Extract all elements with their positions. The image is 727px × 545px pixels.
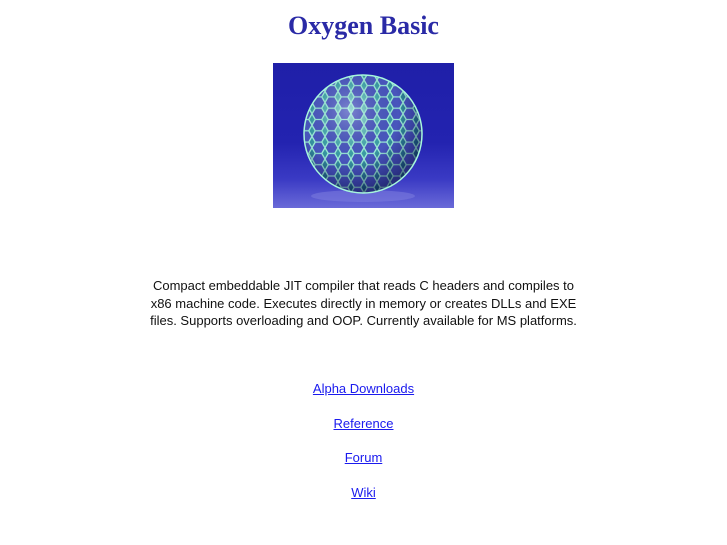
forum-link[interactable]: Forum bbox=[344, 450, 383, 465]
nav-links bbox=[0, 380, 727, 502]
description-text: Compact embeddable JIT compiler that reads C headers and compiles to x86 machine code. Executes directly in memory or creates DLLs and EXE files. Supports overloading and OOP. Currently available for MS platforms. bbox=[150, 278, 577, 328]
alpha-downloads-link[interactable]: Alpha Downloads bbox=[312, 381, 415, 396]
page-title: Oxygen Basic bbox=[288, 11, 439, 40]
wiki-link[interactable]: Wiki bbox=[351, 484, 376, 500]
reference-link[interactable]: Reference bbox=[333, 415, 394, 431]
buckyball-sphere-icon bbox=[273, 63, 454, 208]
hero-image bbox=[273, 63, 454, 208]
